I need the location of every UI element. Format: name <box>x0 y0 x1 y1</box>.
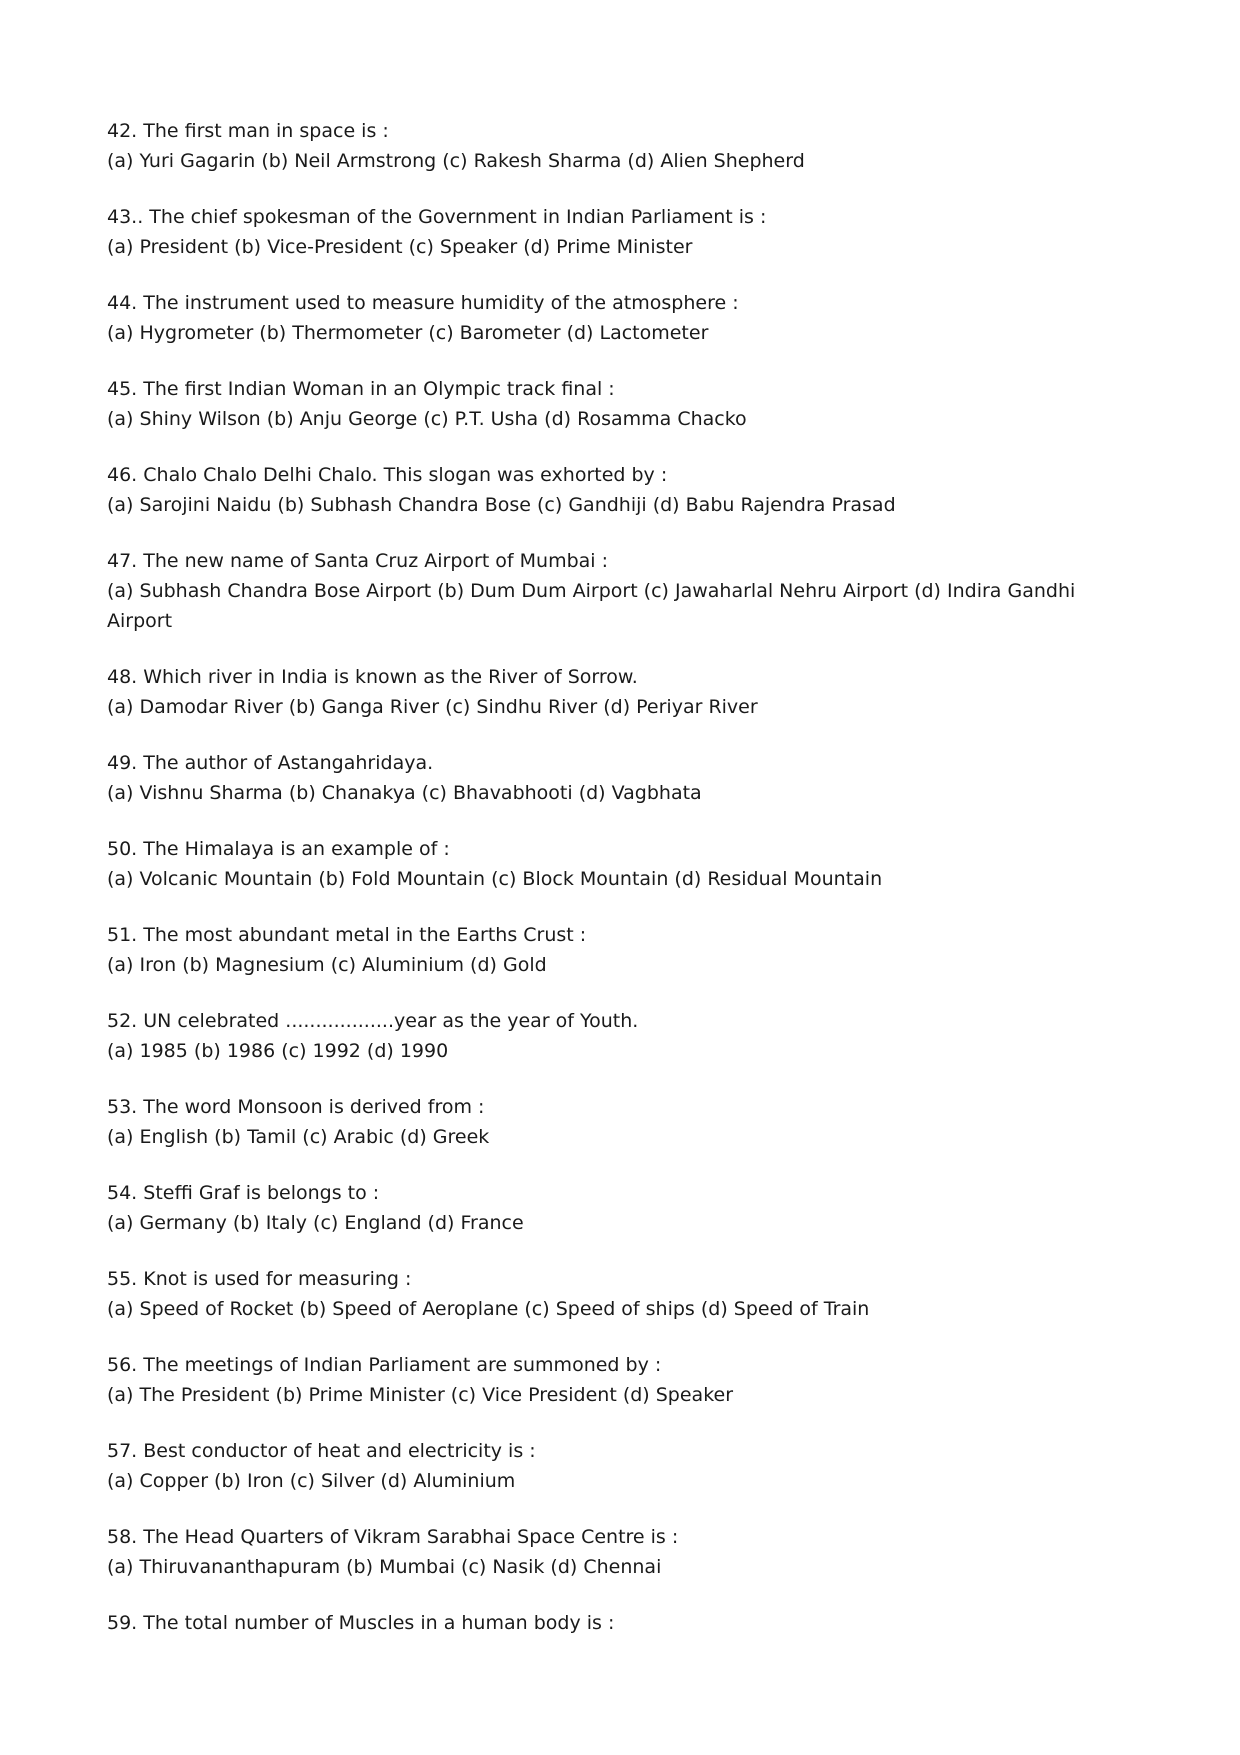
question-text: 54. Steffi Graf is belongs to : <box>107 1182 380 1204</box>
question-options: (a) Germany (b) Italy (c) England (d) France <box>107 1212 524 1234</box>
question-options: (a) Subhash Chandra Bose Airport (b) Dum Dum Airport (c) Jawaharlal Nehru Airport (d) Indira Gandhi Airport <box>107 580 1076 632</box>
question-options: (a) Volcanic Mountain (b) Fold Mountain (c) Block Mountain (d) Residual Mountain <box>107 868 883 890</box>
question-options: (a) Damodar River (b) Ganga River (c) Sindhu River (d) Periyar River <box>107 696 758 718</box>
question-options: (a) The President (b) Prime Minister (c) Vice President (d) Speaker <box>107 1384 734 1406</box>
question-item <box>107 546 1097 636</box>
question-options: (a) Sarojini Naidu (b) Subhash Chandra Bose (c) Gandhiji (d) Babu Rajendra Prasad <box>107 494 896 516</box>
question-options: (a) Copper (b) Iron (c) Silver (d) Aluminium <box>107 1470 516 1492</box>
question-text: 58. The Head Quarters of Vikram Sarabhai Space Centre is : <box>107 1526 679 1548</box>
question-options: (a) Speed of Rocket (b) Speed of Aeroplane (c) Speed of ships (d) Speed of Train <box>107 1298 870 1320</box>
question-text: 50. The Himalaya is an example of : <box>107 838 450 860</box>
question-item <box>107 288 1097 348</box>
question-item <box>107 1264 1097 1324</box>
question-text: 43.. The chief spokesman of the Government in Indian Parliament is : <box>107 206 767 228</box>
question-options: (a) Shiny Wilson (b) Anju George (c) P.T. Usha (d) Rosamma Chacko <box>107 408 747 430</box>
question-item <box>107 748 1097 808</box>
question-text: 56. The meetings of Indian Parliament are summoned by : <box>107 1354 662 1376</box>
question-text: 52. UN celebrated ..................year as the year of Youth. <box>107 1010 639 1032</box>
question-item <box>107 1436 1097 1496</box>
question-item <box>107 1006 1097 1066</box>
question-text: 42. The first man in space is : <box>107 120 389 142</box>
question-item <box>107 1178 1097 1238</box>
question-item <box>107 202 1097 262</box>
question-text: 57. Best conductor of heat and electricity is : <box>107 1440 536 1462</box>
question-text: 55. Knot is used for measuring : <box>107 1268 412 1290</box>
question-text: 49. The author of Astangahridaya. <box>107 752 434 774</box>
question-text: 48. Which river in India is known as the River of Sorrow. <box>107 666 638 688</box>
question-item <box>107 116 1097 176</box>
question-text: 47. The new name of Santa Cruz Airport of Mumbai : <box>107 550 609 572</box>
question-text: 59. The total number of Muscles in a human body is : <box>107 1612 615 1634</box>
question-item <box>107 834 1097 894</box>
question-text: 44. The instrument used to measure humidity of the atmosphere : <box>107 292 739 314</box>
question-list <box>107 116 1097 1638</box>
question-item <box>107 460 1097 520</box>
question-options: (a) English (b) Tamil (c) Arabic (d) Greek <box>107 1126 490 1148</box>
question-item <box>107 374 1097 434</box>
question-item <box>107 1522 1097 1582</box>
question-options: (a) Hygrometer (b) Thermometer (c) Barometer (d) Lactometer <box>107 322 709 344</box>
question-options: (a) Yuri Gagarin (b) Neil Armstrong (c) Rakesh Sharma (d) Alien Shepherd <box>107 150 805 172</box>
question-text: 45. The first Indian Woman in an Olympic track final : <box>107 378 615 400</box>
question-item <box>107 1350 1097 1410</box>
question-item <box>107 662 1097 722</box>
question-options: (a) 1985 (b) 1986 (c) 1992 (d) 1990 <box>107 1040 449 1062</box>
question-text: 53. The word Monsoon is derived from : <box>107 1096 485 1118</box>
question-options: (a) President (b) Vice-President (c) Speaker (d) Prime Minister <box>107 236 693 258</box>
question-item <box>107 1092 1097 1152</box>
question-options: (a) Iron (b) Magnesium (c) Aluminium (d) Gold <box>107 954 547 976</box>
question-options: (a) Thiruvananthapuram (b) Mumbai (c) Nasik (d) Chennai <box>107 1556 662 1578</box>
question-text: 46. Chalo Chalo Delhi Chalo. This slogan was exhorted by : <box>107 464 668 486</box>
question-item <box>107 920 1097 980</box>
question-text: 51. The most abundant metal in the Earths Crust : <box>107 924 587 946</box>
question-item <box>107 1608 1097 1638</box>
question-options: (a) Vishnu Sharma (b) Chanakya (c) Bhavabhooti (d) Vagbhata <box>107 782 702 804</box>
